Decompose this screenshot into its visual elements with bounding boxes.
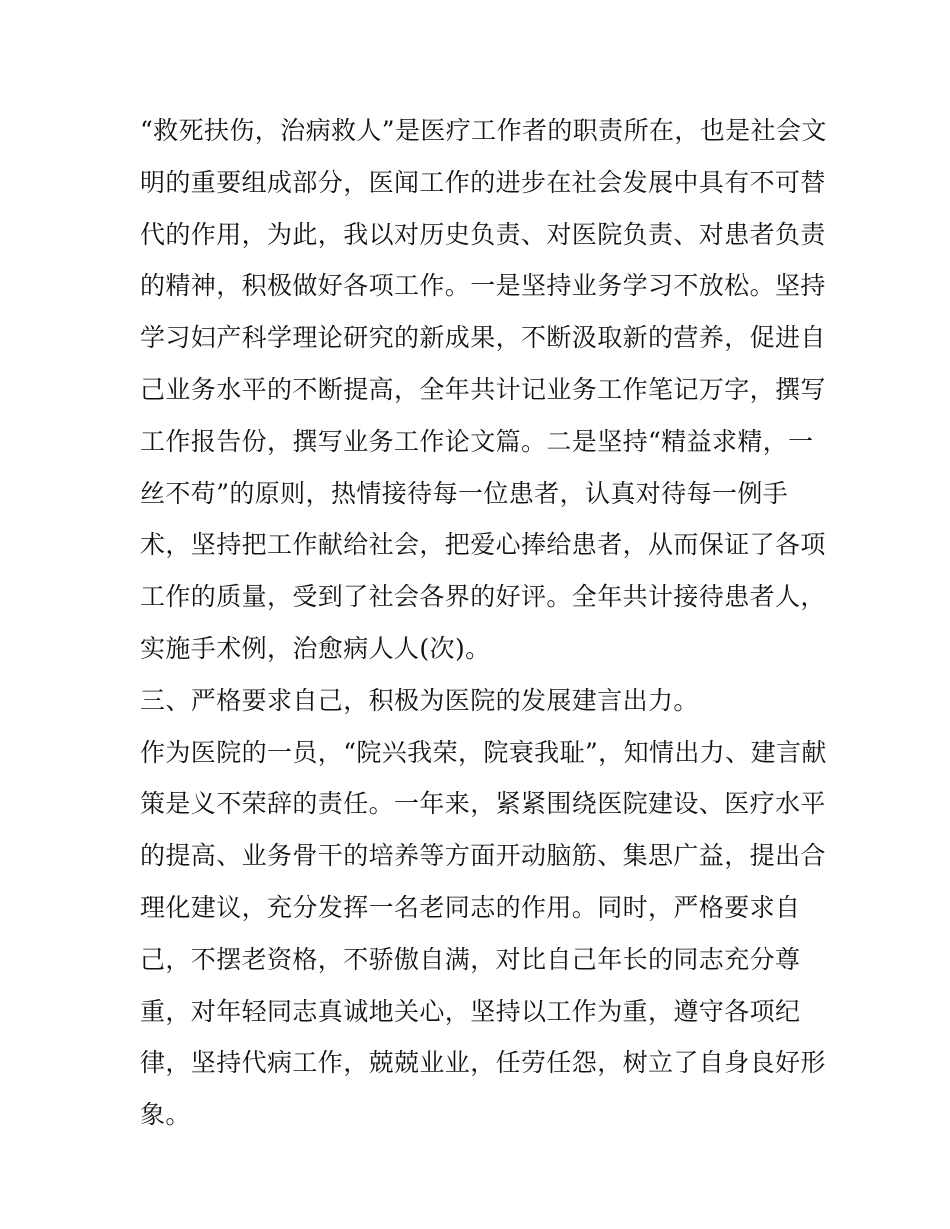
text-line: 策是义不荣辞的责任。一年来，紧紧围绕医院建设、医疗水平 <box>140 789 826 819</box>
text-line: 的提高、业务骨干的培养等方面开动脑筋、集思广益，提出合 <box>140 841 826 871</box>
text-line: 工作报告份，撰写业务工作论文篇。二是坚持“精益求精，一 <box>140 426 814 456</box>
text-line: 己业务水平的不断提高，全年共计记业务工作笔记万字，撰写 <box>140 374 826 404</box>
text-line: 理化建议，充分发挥一名老同志的作用。同时，严格要求自 <box>140 892 801 922</box>
text-line: 作为医院的一员，“院兴我荣，院衰我耻”，知情出力、建言献 <box>140 737 827 767</box>
text-line: 重，对年轻同志真诚地关心，坚持以工作为重，遵守各项纪 <box>140 996 801 1026</box>
text-line: 学习妇产科学理论研究的新成果，不断汲取新的营养，促进自 <box>140 323 826 353</box>
text-line: 律，坚持代病工作，兢兢业业，任劳任怨，树立了自身良好形 <box>140 1048 826 1078</box>
text-line: 代的作用，为此，我以对历史负责、对医院负责、对患者负责 <box>140 219 826 249</box>
section-heading: 三、严格要求自己，积极为医院的发展建言出力。 <box>140 685 699 715</box>
text-line: 实施手术例，治愈病人人(次)。 <box>140 633 491 663</box>
text-line: “救死扶伤，治病救人”是医疗工作者的职责所在，也是社会文 <box>140 116 827 145</box>
text-line: 丝不苟”的原则，热情接待每一位患者，认真对待每一例手 <box>140 478 789 508</box>
text-line: 象。 <box>140 1100 191 1130</box>
text-line: 术，坚持把工作献给社会，把爱心捧给患者，从而保证了各项 <box>140 530 826 560</box>
text-line: 己，不摆老资格，不骄傲自满，对比自己年长的同志充分尊 <box>140 944 801 974</box>
body-text <box>140 105 827 1141</box>
text-line: 工作的质量，受到了社会各界的好评。全年共计接待患者人， <box>140 582 826 612</box>
text-line: 的精神，积极做好各项工作。一是坚持业务学习不放松。坚持 <box>140 271 826 301</box>
text-line: 明的重要组成部分，医闻工作的进步在社会发展中具有不可替 <box>140 167 826 197</box>
